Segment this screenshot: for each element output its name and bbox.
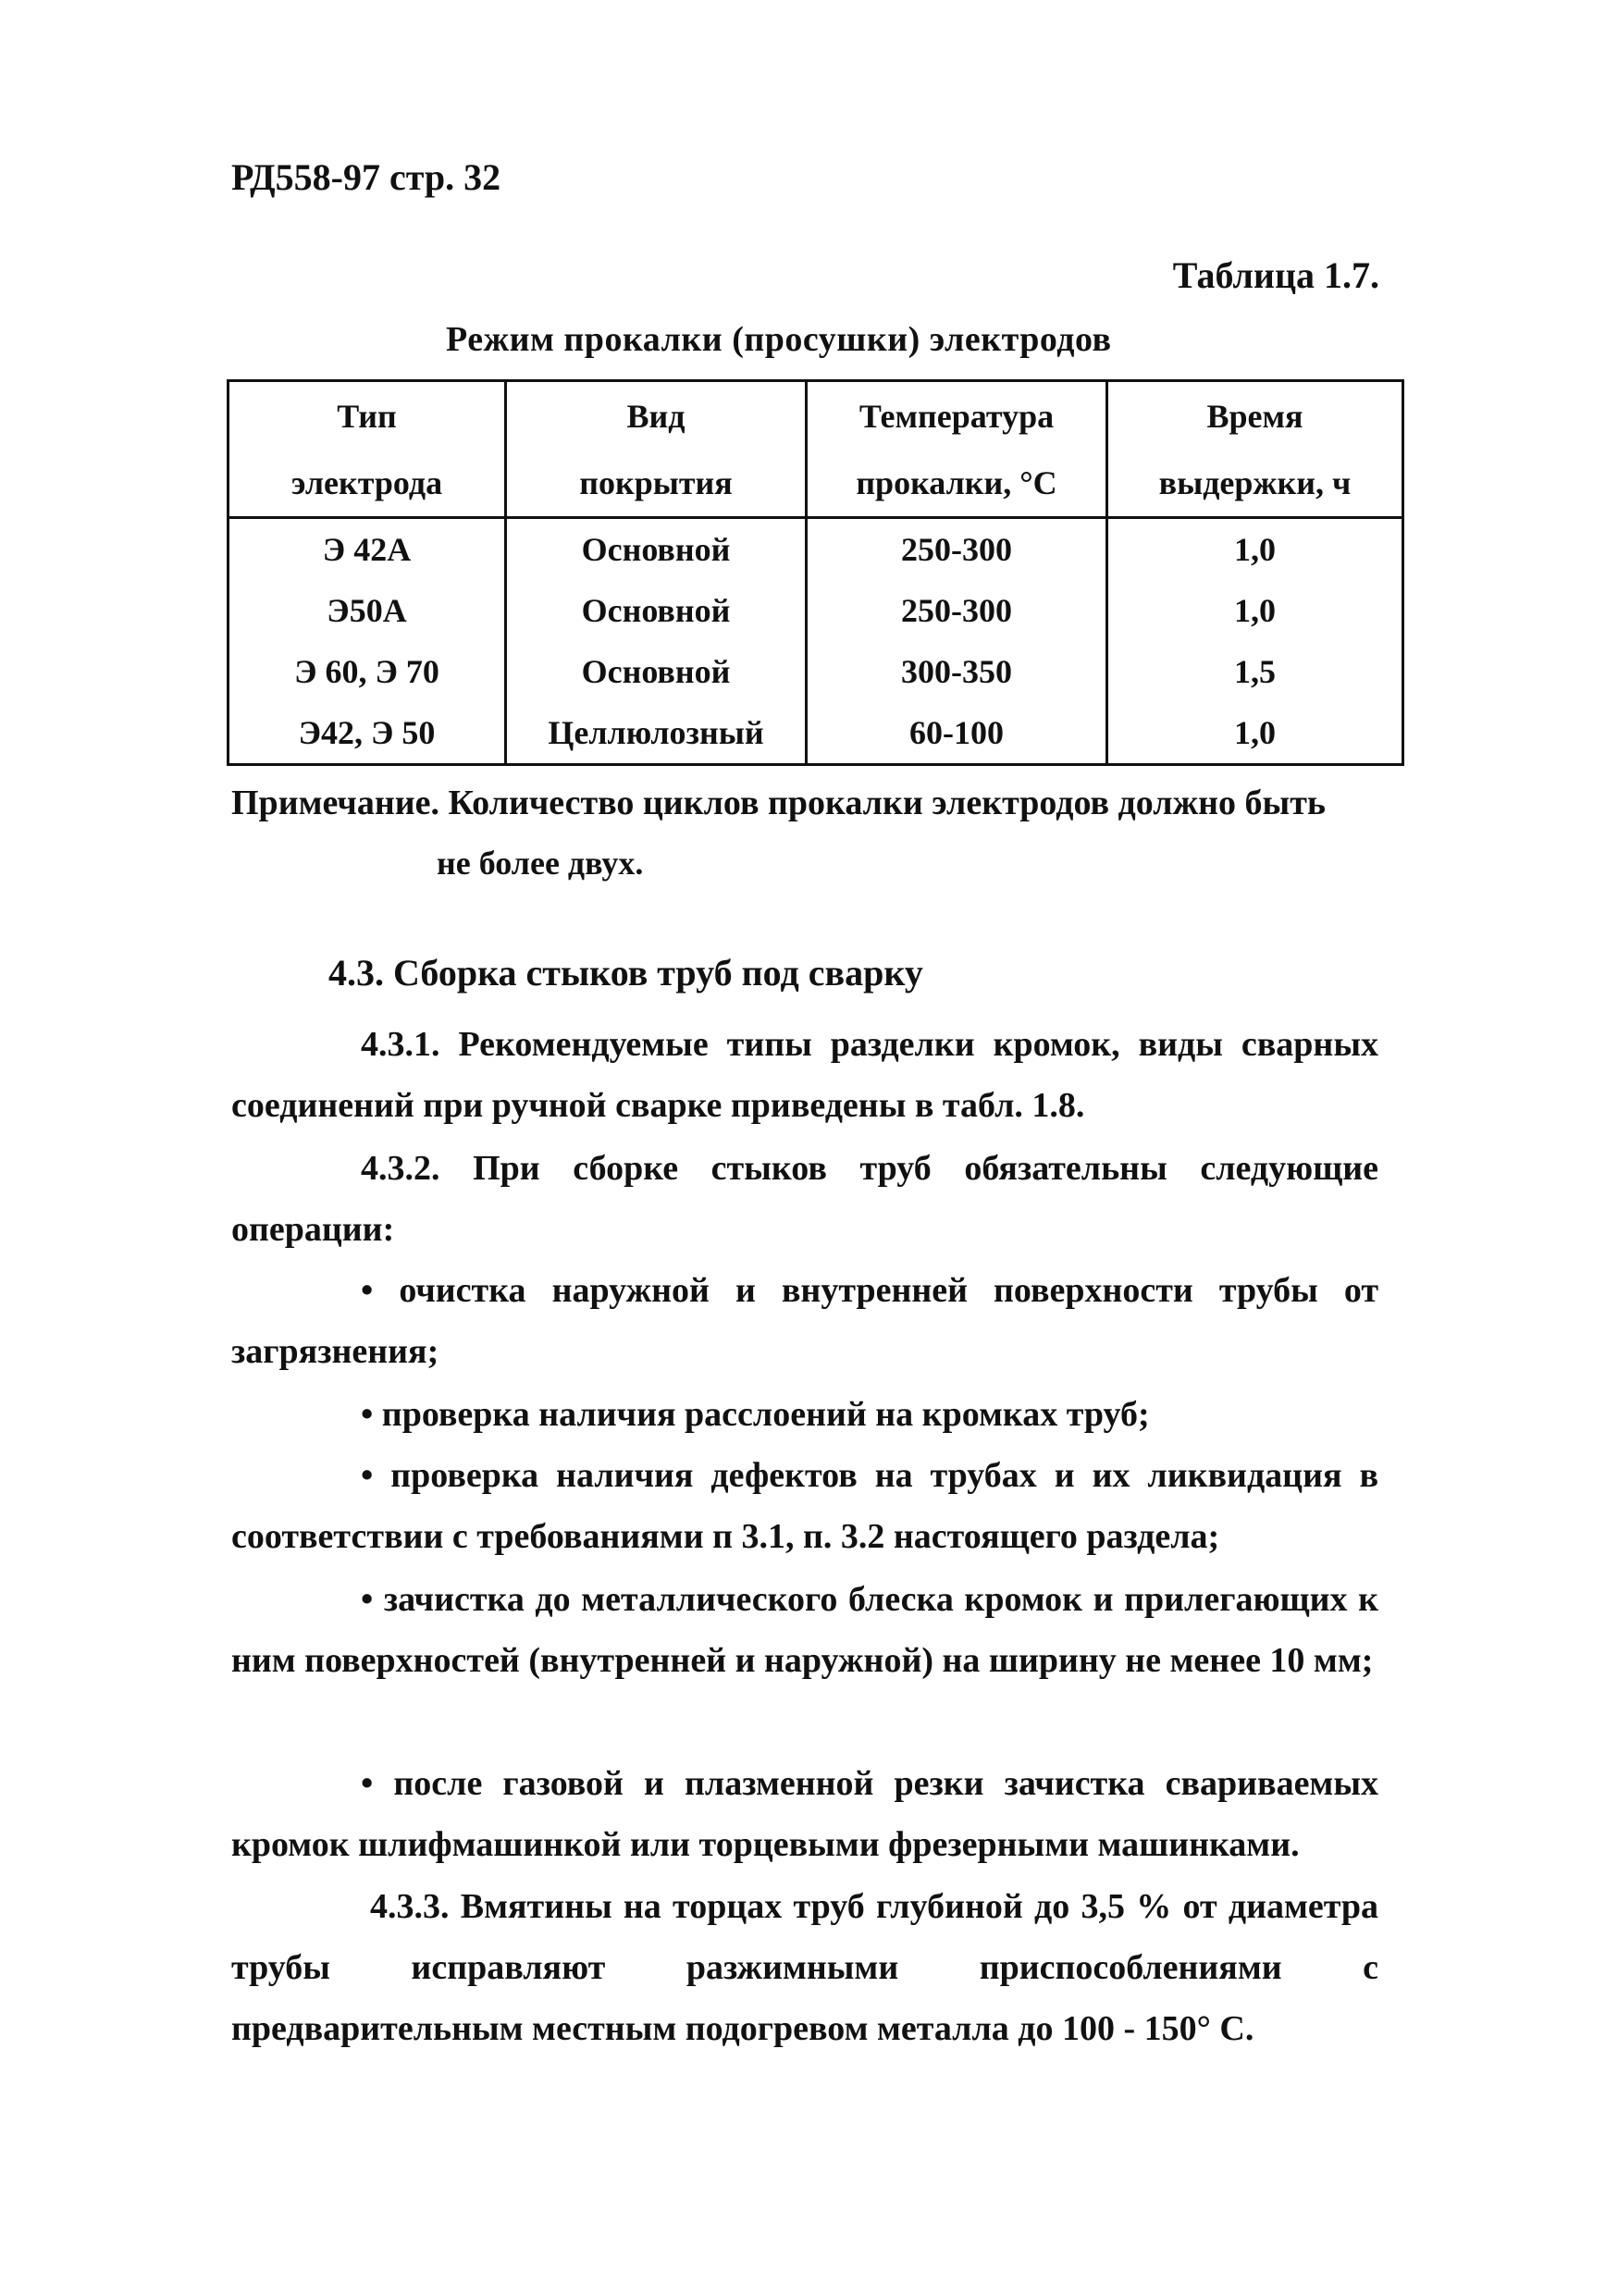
- column-header-temperature: Температура прокалки, °С: [807, 381, 1107, 518]
- table-row: [228, 641, 1403, 702]
- bullet-cleaning: • очистка наружной и внутренней поверхности трубы от загрязнения;: [231, 1271, 1378, 1371]
- table-cell: 250-300: [807, 518, 1107, 581]
- table-cell: Э 42А: [228, 518, 506, 581]
- bullet-post-cutting: • после газовой и плазменной резки зачистка свариваемых кромок шлифмашинкой или торцевыми фрезерными машинками.: [231, 1764, 1378, 1864]
- electrode-baking-table: [227, 379, 1404, 766]
- bullet-defect-check: • проверка наличия дефектов на трубах и их ликвидация в соответствии с требованиями п 3.1, п. 3.2 настоящего раздела;: [231, 1456, 1378, 1556]
- table-row: [228, 518, 1403, 581]
- table-note: Примечание. Количество циклов прокалки электродов должно быть: [231, 784, 1326, 822]
- table-cell: 1,0: [1107, 702, 1403, 765]
- table-note-continuation: не более двух.: [437, 845, 644, 882]
- table-cell: Основной: [506, 641, 807, 702]
- paragraph-4-3-3: 4.3.3. Вмятины на торцах труб глубиной до 3,5 % от диаметра трубы исправляют разжимными приспособлениями с предварительным местным подогревом металла до 100 - 150° С.: [231, 1887, 1378, 2048]
- table-row: [228, 702, 1403, 765]
- table-row: [228, 580, 1403, 641]
- table-header-row: [228, 381, 1403, 518]
- table-caption: Таблица 1.7.: [1172, 254, 1379, 296]
- page-header: РД558-97 стр. 32: [231, 156, 501, 198]
- table-cell: Э 60, Э 70: [228, 641, 506, 702]
- table-cell: 60-100: [807, 702, 1107, 765]
- table-title: Режим прокалки (просушки) электродов: [446, 320, 1112, 359]
- table-cell: Основной: [506, 518, 807, 581]
- section-heading: 4.3. Сборка стыков труб под сварку: [328, 952, 923, 994]
- table-cell: 1,0: [1107, 580, 1403, 641]
- paragraph-4-3-1: 4.3.1. Рекомендуемые типы разделки кромок, виды сварных соединений при ручной сварке приведены в табл. 1.8.: [231, 1025, 1378, 1125]
- paragraph-4-3-2: 4.3.2. При сборке стыков труб обязательны следующие операции:: [231, 1149, 1378, 1249]
- column-header-time: Время выдержки, ч: [1107, 381, 1403, 518]
- table-cell: 1,5: [1107, 641, 1403, 702]
- table-cell: Э50А: [228, 580, 506, 641]
- table-cell: Э42, Э 50: [228, 702, 506, 765]
- table-cell: 300-350: [807, 641, 1107, 702]
- bullet-edge-stripping: • зачистка до металлического блеска кромок и прилегающих к ним поверхностей (внутренней и наружной) на ширину не менее 10 мм;: [231, 1580, 1378, 1680]
- column-header-coating: Вид покрытия: [506, 381, 807, 518]
- bullet-delamination-check: • проверка наличия расслоений на кромках труб;: [361, 1395, 1150, 1434]
- table-cell: Целлюлозный: [506, 702, 807, 765]
- table-cell: 250-300: [807, 580, 1107, 641]
- table-cell: Основной: [506, 580, 807, 641]
- table-cell: 1,0: [1107, 518, 1403, 581]
- column-header-type: Тип электрода: [228, 381, 506, 518]
